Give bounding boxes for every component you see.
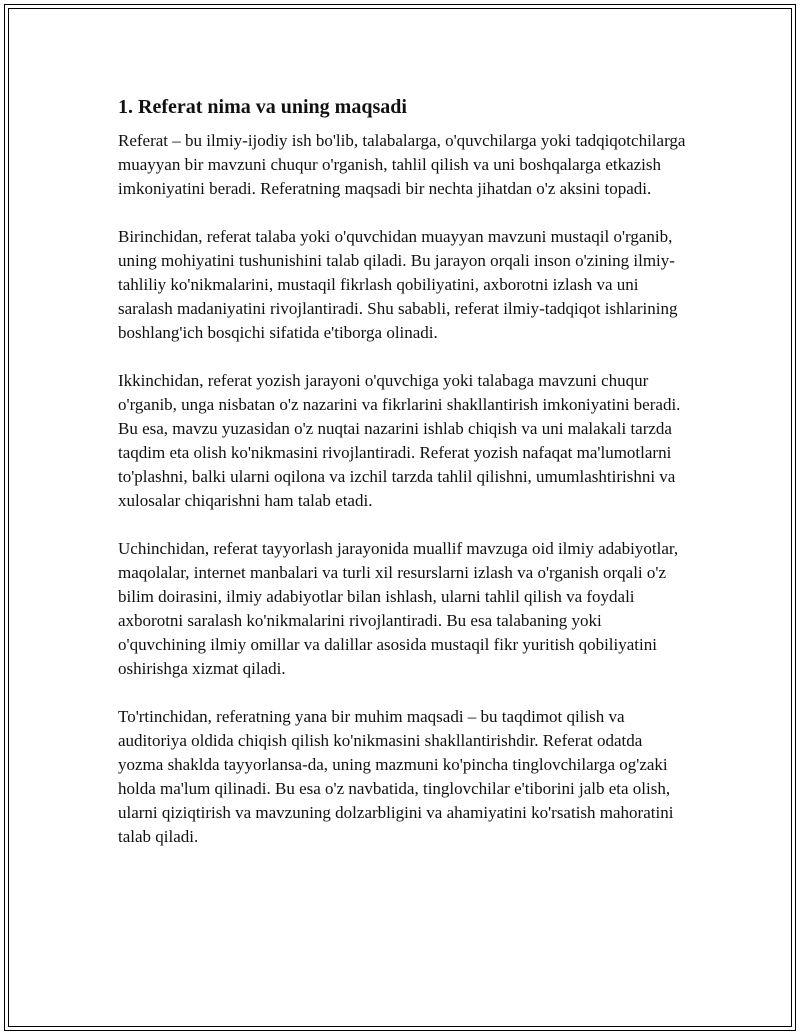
document-body bbox=[118, 94, 690, 873]
paragraph-third: Uchinchidan, referat tayyorlash jarayonida muallif mavzuga oid ilmiy adabiyotlar, maqolalar, internet manbalari va turli xil resurslarni izlash va o'rganish orqali o'z bilim doirasini, ilmiy adabiyotlar bilan ishlash, ularni tahlil qilish va foydali axborotni saralash ko'nikmalarini rivojlantiradi. Bu esa talabaning yoki o'quvchining ilmiy omillar va dalillar asosida mustaqil fikr yuritish qobiliyatini oshirishga xizmat qiladi. bbox=[118, 539, 679, 678]
paragraph-first: Birinchidan, referat talaba yoki o'quvchidan muayyan mavzuni mustaqil o'rganib, uning mohiyatini tushunishini talab qiladi. Bu jarayon orqali inson o'zining ilmiy-tahliliy ko'nikmalarini, mustaqil fikrlash qobiliyatini, axborotni izlash va uni saralash madaniyatini rivojlantiradi. Shu sababli, referat ilmiy-tadqiqot ishlarining boshlang'ich bosqichi sifatida e'tiborga olinadi. bbox=[118, 227, 678, 342]
paragraph-intro: Referat – bu ilmiy-ijodiy ish bo'lib, talabalarga, o'quvchilarga yoki tadqiqotchilarga muayyan bir mavzuni chuqur o'rganish, tahlil qilish va uni boshqalarga etkazish imkoniyatini beradi. Referatning maqsadi bir nechta jihatdan o'z aksini topadi. bbox=[118, 131, 686, 198]
document-title: 1. Referat nima va uning maqsadi bbox=[118, 96, 407, 118]
paragraph-fourth: To'rtinchidan, referatning yana bir muhim maqsadi – bu taqdimot qilish va auditoriya oldida chiqish qilish ko'nikmasini shakllantirishdir. Referat odatda yozma shaklda tayyorlansa-da, uning mazmuni ko'pincha tinglovchilarga og'zaki holda ma'lum qilinadi. Bu esa o'z navbatida, tinglovchilar e'tiborini jalb eta olish, ularni qiziqtirish va mavzuning dolzarbligini va ahamiyatini ko'rsatish mahoratini talab qiladi. bbox=[118, 707, 674, 846]
paragraph-second: Ikkinchidan, referat yozish jarayoni o'quvchiga yoki talabaga mavzuni chuqur o'rganib, unga nisbatan o'z nazarini va fikrlarini shakllantirish imkoniyatini beradi. Bu esa, mavzu yuzasidan o'z nuqtai nazarini ishlab chiqish va uni malakali tarzda taqdim eta olish ko'nikmasini rivojlantiradi. Referat yozish nafaqat ma'lumotlarni to'plashni, balki ularni oqilona va izchil tarzda tahlil qilishni, umumlashtirishni va xulosalar chiqarishni ham talab etadi. bbox=[118, 371, 681, 510]
